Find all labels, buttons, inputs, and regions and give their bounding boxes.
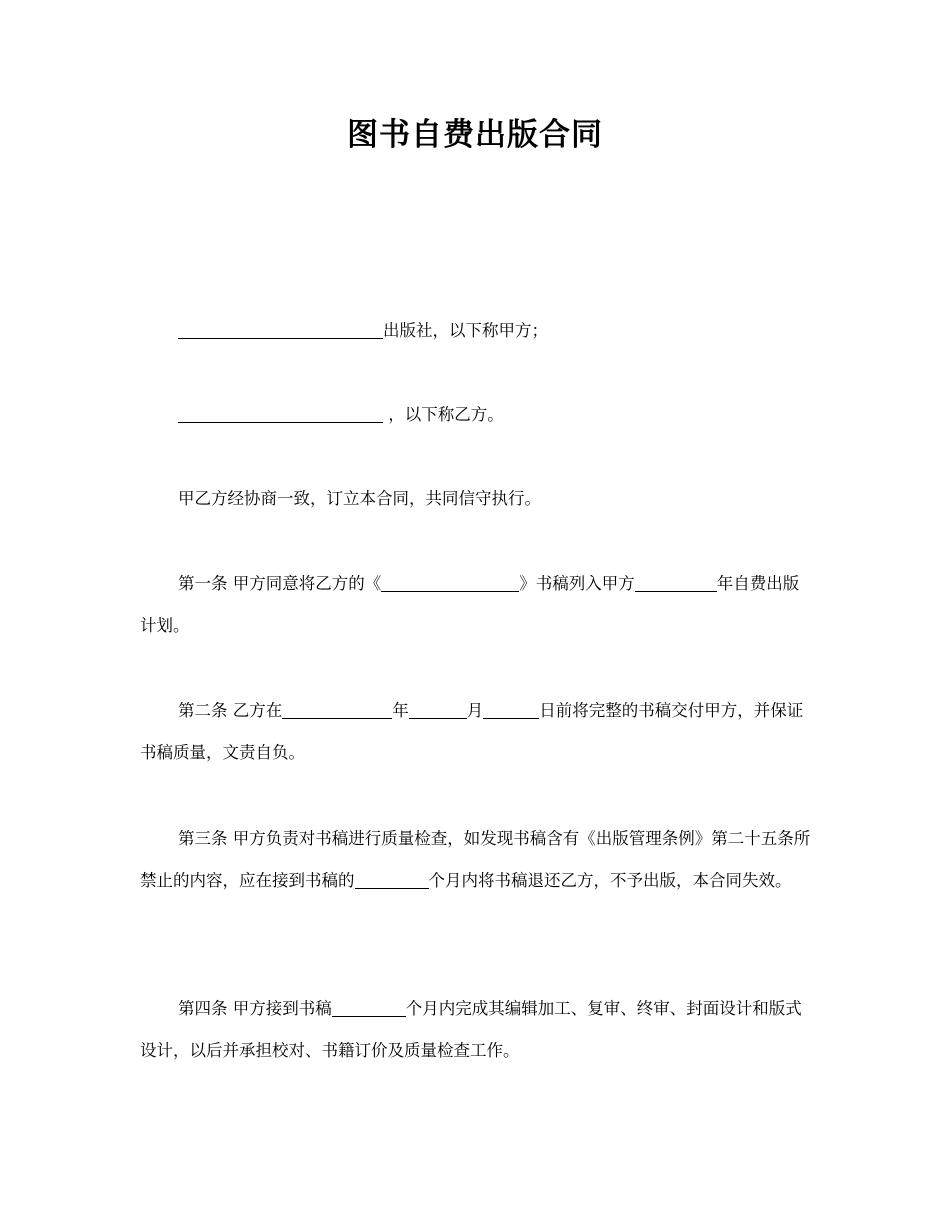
article-1-prefix: 第一条 甲方同意将乙方的《 (178, 574, 382, 593)
party-b-blank[interactable] (178, 404, 383, 423)
article-4-suffix: 个月内完成其编辑加工、复审、终审、封面设计和版式设计，以后并承担校对、书籍订价及质量检查工作。 (140, 999, 802, 1060)
delivery-day-blank[interactable] (483, 700, 539, 719)
article-3 (140, 818, 812, 902)
article-4-prefix: 第四条 甲方接到书稿 (178, 999, 332, 1018)
plan-year-blank[interactable] (635, 573, 717, 592)
party-a-line (140, 310, 812, 352)
article-3-prefix: 第三条 甲方负责对书稿进行质量检查，如发现书稿含有《出版管理条例》第二十五条所禁止的内容，应在接到书稿的 (140, 829, 811, 890)
document-title: 图书自费出版合同 (347, 117, 603, 153)
party-b-text: ，以下称乙方。 (383, 405, 504, 424)
article-2 (140, 690, 812, 774)
article-1-suffix: 年自费出版计划。 (140, 574, 800, 635)
article-2-prefix: 第二条 乙方在 (178, 701, 283, 720)
return-months-blank[interactable] (355, 870, 429, 889)
article-1-middle: 》书稿列入甲方 (519, 574, 635, 593)
delivery-year-blank[interactable] (282, 700, 392, 719)
article-2-suffix: 日前将完整的书稿交付甲方，并保证书稿质量，文责自负。 (140, 701, 804, 762)
article-2-month: 月 (466, 701, 484, 720)
article-1 (140, 563, 812, 647)
intro-paragraph: 甲乙方经协商一致，订立本合同，共同信守执行。 (178, 489, 541, 508)
article-4 (140, 988, 812, 1072)
party-a-text: 出版社，以下称甲方； (383, 321, 548, 340)
delivery-month-blank[interactable] (409, 700, 467, 719)
party-a-blank[interactable] (178, 320, 383, 339)
party-b-line (140, 394, 812, 436)
book-title-blank[interactable] (381, 573, 519, 592)
editing-months-blank[interactable] (332, 998, 406, 1017)
article-3-suffix: 个月内将书稿退还乙方，不予出版，本合同失效。 (428, 871, 792, 890)
article-2-year: 年 (392, 701, 409, 720)
